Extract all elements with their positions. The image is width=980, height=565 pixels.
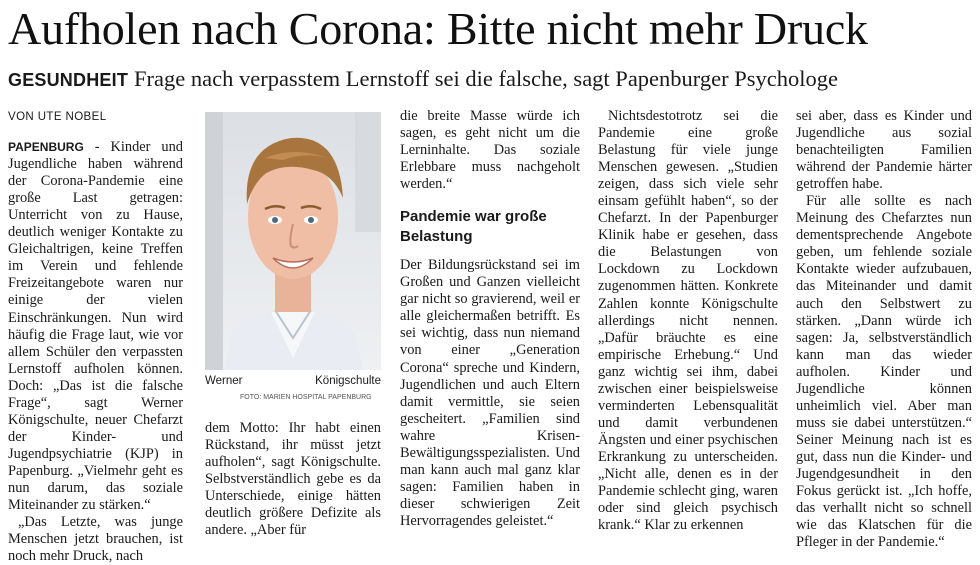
photo-caption xyxy=(205,375,381,387)
byline: VON UTE NOBEL xyxy=(8,111,107,123)
paragraph-5: Der Bildungsrückstand sei im Großen und Ganzen vielleicht gar nicht so gravierend, weil er alle gleichermaßen betrifft. Es sei wichtig, dass nun niemand von einer „Generation Corona“ spreche und Kindern, Jugendlichen und auch Eltern damit vermittle, sie seien gescheitert. „Familien sind wahre Krisen-Bewältigungsspezialisten. Und man kann auch mal ganz klar sagen: Familien haben in dieser schwierigen Zeit Hervorragendes geleistet.“ xyxy=(400,257,580,529)
dateline: PAPENBURG xyxy=(8,140,84,155)
text-column-3 xyxy=(400,108,580,540)
portrait-photo xyxy=(205,112,381,370)
section-subheading: Pandemie war große Belastung xyxy=(400,208,547,246)
paragraph-3: dem Motto: Ihr habt einen Rückstand, ihr müsst jetzt aufholen“, sagt Königschulte. Selbstverständlich gebe es da Unterschiede, einige hätten deutlich größere Defizite als andere. „Aber für xyxy=(205,420,381,539)
portrait-icon xyxy=(205,112,381,370)
text-column-2 xyxy=(205,420,381,540)
text-column-5 xyxy=(796,108,972,551)
text-column-4 xyxy=(598,108,778,540)
paragraph-2: „Das Letzte, was junge Menschen jetzt brauchen, ist noch mehr Druck, nach xyxy=(8,514,183,565)
subheadline-text: Frage nach verpasstem Lernstoff sei die falsche, sagt Papenburger Psychologe xyxy=(134,66,838,91)
article-subheadline xyxy=(8,62,978,97)
caption-last-name: Königschulte xyxy=(315,375,381,387)
paragraph-8: Für alle sollte es nach Meinung des Chefarztes nun dementsprechende Angebote geben, um fehlende soziale Kontakte wieder aufzubauen, das Miteinander und damit auch den Selbstwert zu stärken. „Dann würde ich sagen: Ja, selbstverständlich kann man das wieder aufholen. Kinder und Jugendliche können unheimlich viel. Aber man muss sie dabei unterstützen.“ Seiner Meinung nach ist es gut, dass nun die Kinder- und Jugendgesundheit in den Fokus gerückt ist. „Ich hoffe, das verhallt nicht so schnell wie das Klatschen für die Pfleger in der Pandemie.“ xyxy=(796,193,972,551)
paragraph-4: die breite Masse würde ich sagen, es geht nicht um die Lerninhalte. Das soziale Erlebbare muss nachgeholt werden.“ xyxy=(400,108,580,193)
paragraph-1-text: - Kinder und Jugendliche haben während der Corona-Pandemie eine große Last getragen: Unterricht von zu Hause, deutlich weniger Kontakte zu Gleichaltrigen, keine Treffen im Verein und fehlende Freizeitangebote waren nur einige der vielen Einschränkungen. Nun wird häufig die Frage laut, wie vor allem Schüler den verpassten Lernstoff aufholen können. Doch: „Das ist die falsche Frage“, sagt Werner Königschulte, neuer Chefarzt der Kinder- und Jugendpsychiatrie (KJP) in Papenburg. „Vielmehr geht es nun darum, das soziale Miteinander zu stärken.“ xyxy=(8,139,183,514)
section-kicker: GESUNDHEIT xyxy=(8,70,129,90)
text-column-1 xyxy=(8,108,183,565)
caption-first-name: Werner xyxy=(205,375,243,387)
paragraph-1 xyxy=(8,139,183,514)
paragraph-7: sei aber, dass es Kinder und Jugendliche aus sozial benachteiligten Familien während der Pandemie härter getroffen habe. xyxy=(796,108,972,193)
photo-credit: FOTO: MARIEN HOSPITAL PAPENBURG xyxy=(240,394,372,401)
paragraph-6: Nichtsdestotrotz sei die Pandemie eine große Belastung für viele junge Menschen gewesen. „Studien zeigen, dass sich viele sehr einsam gefühlt haben“, so der Chefarzt. In der Papenburger Klinik habe er gesehen, dass die Belastungen von Lockdown zu Lockdown zugenommen hätten. Konkrete Zahlen konnte Königschulte allerdings nicht nennen. „Dafür bräuchte es eine empirische Erhebung.“ Und ganz wichtig sei ihm, dabei zwischen einer beispielsweise verminderten Lebensqualität und damit verbundenen Ängsten und einer psychischen Erkrankung zu unterscheiden. „Nicht alle, denen es in der Pandemie schlecht ging, waren oder sind gleich psychisch krank.“ Klar zu erkennen xyxy=(598,108,778,534)
article-headline: Aufholen nach Corona: Bitte nicht mehr Druck xyxy=(8,3,868,54)
